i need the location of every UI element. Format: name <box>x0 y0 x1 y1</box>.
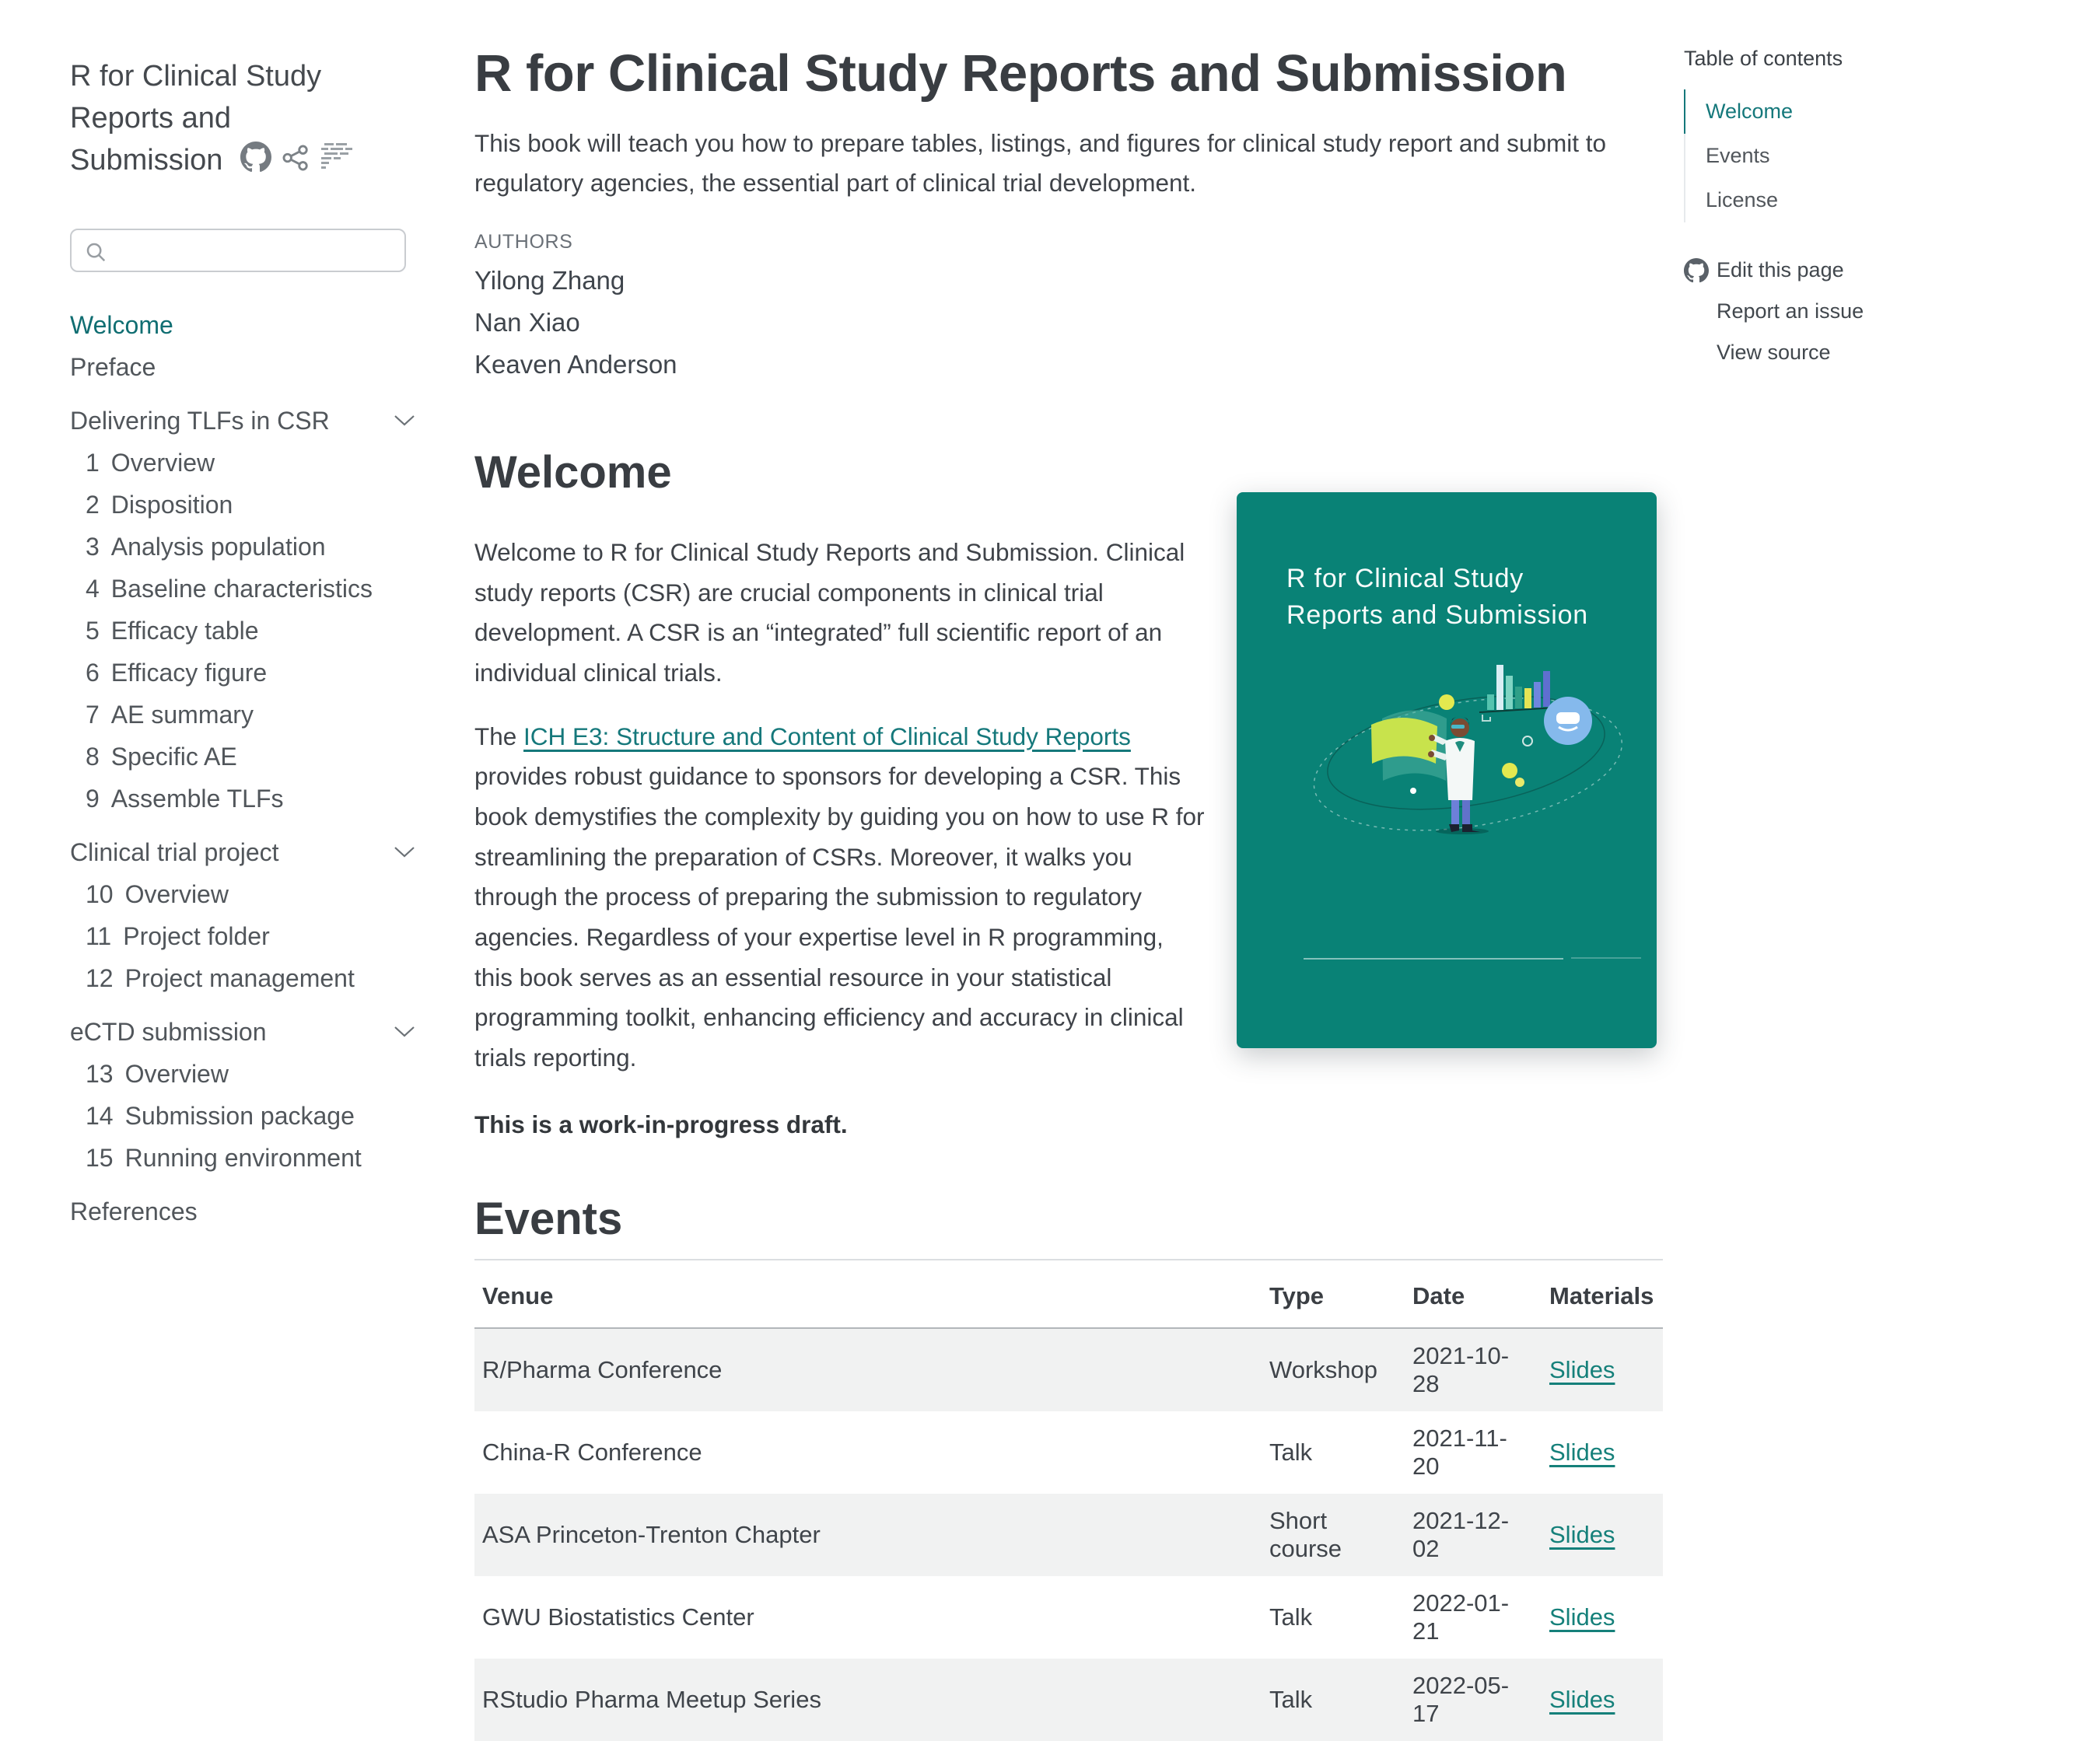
sidebar-item-preface[interactable]: Preface <box>70 352 156 381</box>
table-header-row <box>474 1262 1663 1328</box>
sidebar-item-project-folder[interactable]: 11 Project folder <box>86 921 270 950</box>
date-cell: 2021-11-20 <box>1412 1425 1507 1481</box>
type-cell: Workshop <box>1269 1356 1377 1384</box>
search-box[interactable] <box>70 229 406 272</box>
report-an-issue-link[interactable]: Report an issue <box>1717 299 1864 323</box>
sidebar-item-efficacy-table[interactable]: 5 Efficacy table <box>86 616 259 645</box>
sidebar-item-references[interactable]: References <box>70 1197 198 1225</box>
column-header-venue: Venue <box>474 1262 1262 1328</box>
book-cover-title: R for Clinical Study Reports and Submission <box>1286 564 1589 630</box>
chevron-down-icon[interactable] <box>393 413 416 428</box>
sidebar-section-ectd-submission[interactable]: eCTD submission <box>70 1018 416 1047</box>
search-icon <box>84 240 107 264</box>
venue-cell: RStudio Pharma Meetup Series <box>482 1686 821 1714</box>
column-header-materials: Materials <box>1542 1262 1663 1328</box>
slides-link[interactable]: Slides <box>1549 1356 1615 1384</box>
venue-cell: China-R Conference <box>482 1439 702 1467</box>
sidebar-item-analysis-population[interactable]: 3 Analysis population <box>86 532 326 561</box>
table-row <box>474 1411 1663 1494</box>
events-heading: Events <box>474 1193 1663 1260</box>
sidebar-item-overview-1[interactable]: 1 Overview <box>86 448 215 477</box>
sidebar-item-ae-summary[interactable]: 7 AE summary <box>86 700 254 729</box>
venue-cell: GWU Biostatistics Center <box>482 1603 754 1631</box>
events-table <box>474 1262 1663 1741</box>
sidebar-item-assemble-tlfs[interactable]: 9 Assemble TLFs <box>86 784 284 813</box>
toc-heading: Table of contents <box>1684 47 1843 70</box>
draft-note: This is a work-in-progress draft. <box>474 1110 848 1138</box>
date-cell: 2022-05-17 <box>1412 1672 1510 1728</box>
venue-cell: R/Pharma Conference <box>482 1356 723 1384</box>
share-icon[interactable] <box>281 143 310 173</box>
date-cell: 2021-10-28 <box>1412 1342 1510 1398</box>
type-cell: Short course <box>1269 1507 1342 1563</box>
venue-cell: ASA Princeton-Trenton Chapter <box>482 1521 821 1549</box>
sidebar-item-disposition[interactable]: 2 Disposition <box>86 490 233 519</box>
table-row <box>474 1576 1663 1659</box>
sidebar-item-submission-package[interactable]: 14 Submission package <box>86 1101 355 1130</box>
slides-link[interactable]: Slides <box>1549 1439 1615 1467</box>
sidebar-item-baseline-characteristics[interactable]: 4 Baseline characteristics <box>86 574 373 603</box>
slides-link[interactable]: Slides <box>1549 1686 1615 1714</box>
author-name: Nan Xiao <box>474 308 580 337</box>
sidebar-section-delivering-tlfs[interactable]: Delivering TLFs in CSR <box>70 407 416 435</box>
edit-this-page-link[interactable]: Edit this page <box>1684 258 2026 282</box>
book-title[interactable] <box>70 56 358 182</box>
sidebar-nav <box>70 311 420 1226</box>
welcome-heading: Welcome <box>474 447 672 498</box>
slides-link[interactable]: Slides <box>1549 1521 1615 1549</box>
toc-item-events[interactable]: Events <box>1706 144 1770 167</box>
ich-e3-link[interactable]: ICH E3: Structure and Content of Clinical Study Reports <box>523 722 1131 750</box>
chevron-down-icon[interactable] <box>393 1024 416 1040</box>
date-cell: 2022-01-21 <box>1412 1589 1510 1645</box>
table-of-contents <box>1684 47 2026 365</box>
github-icon <box>1684 258 1709 283</box>
sidebar-item-project-management[interactable]: 12 Project management <box>86 963 355 992</box>
sidebar-item-overview-13[interactable]: 13 Overview <box>86 1059 229 1088</box>
chevron-down-icon[interactable] <box>393 844 416 860</box>
sidebar-item-overview-10[interactable]: 10 Overview <box>86 879 229 908</box>
sidebar-title-icons <box>231 144 354 177</box>
table-row <box>474 1328 1663 1411</box>
welcome-paragraph-2: The ICH E3: Structure and Content of Clinical Study Reports provides robust guidance to sponsors for developing a CSR. This book demystifies the complexity by guiding you on how to use R for streamlining the preparation of CSRs. Moreover, it walks you through the process of preparing the submission to regulatory agencies. Regardless of your expertise level in R programming, this book serves as an essential resource in your statistical programming toolkit, enhancing efficiency and accuracy in clinical trials reporting. <box>474 722 1205 1072</box>
type-cell: Talk <box>1269 1686 1313 1714</box>
search-input[interactable] <box>115 230 395 271</box>
toc-list <box>1684 89 2026 222</box>
toc-item-license[interactable]: License <box>1706 188 1779 212</box>
book-title-text: R for Clinical Study Reports and Submission <box>70 60 322 177</box>
column-header-date: Date <box>1405 1262 1542 1328</box>
welcome-text <box>474 533 1206 1145</box>
author-name: Yilong Zhang <box>474 266 625 295</box>
column-header-type: Type <box>1262 1262 1405 1328</box>
sidebar-item-running-environment[interactable]: 15 Running environment <box>86 1143 362 1172</box>
sidebar-item-welcome[interactable]: Welcome <box>70 310 173 339</box>
page-subtitle: This book will teach you how to prepare tables, listings, and figures for clinical study report and submit to regulatory agencies, the essential part of clinical trial development. <box>474 129 1606 198</box>
type-cell: Talk <box>1269 1603 1313 1631</box>
type-cell: Talk <box>1269 1439 1313 1467</box>
welcome-paragraph-1: Welcome to R for Clinical Study Reports and Submission. Clinical study reports (CSR) are crucial components in clinical trial development. A CSR is an “integrated” full scientific report of an individual clinical trials. <box>474 538 1185 687</box>
sidebar <box>70 56 420 1226</box>
book-cover <box>1237 492 1657 1048</box>
view-source-link[interactable]: View source <box>1717 341 1831 364</box>
page-title: R for Clinical Study Reports and Submission <box>474 44 1567 103</box>
authors-label: AUTHORS <box>474 231 573 253</box>
slides-link[interactable]: Slides <box>1549 1603 1615 1631</box>
sidebar-item-specific-ae[interactable]: 8 Specific AE <box>86 742 237 771</box>
toc-links <box>1684 258 2026 365</box>
text-lines-icon[interactable] <box>320 142 354 173</box>
table-row <box>474 1659 1663 1741</box>
sidebar-item-efficacy-figure[interactable]: 6 Efficacy figure <box>86 658 268 687</box>
github-icon[interactable] <box>240 142 271 173</box>
toc-item-welcome[interactable]: Welcome <box>1684 89 2026 134</box>
author-name: Keaven Anderson <box>474 350 677 379</box>
table-row <box>474 1494 1663 1576</box>
sidebar-section-clinical-trial-project[interactable]: Clinical trial project <box>70 838 416 867</box>
date-cell: 2021-12-02 <box>1412 1507 1510 1563</box>
